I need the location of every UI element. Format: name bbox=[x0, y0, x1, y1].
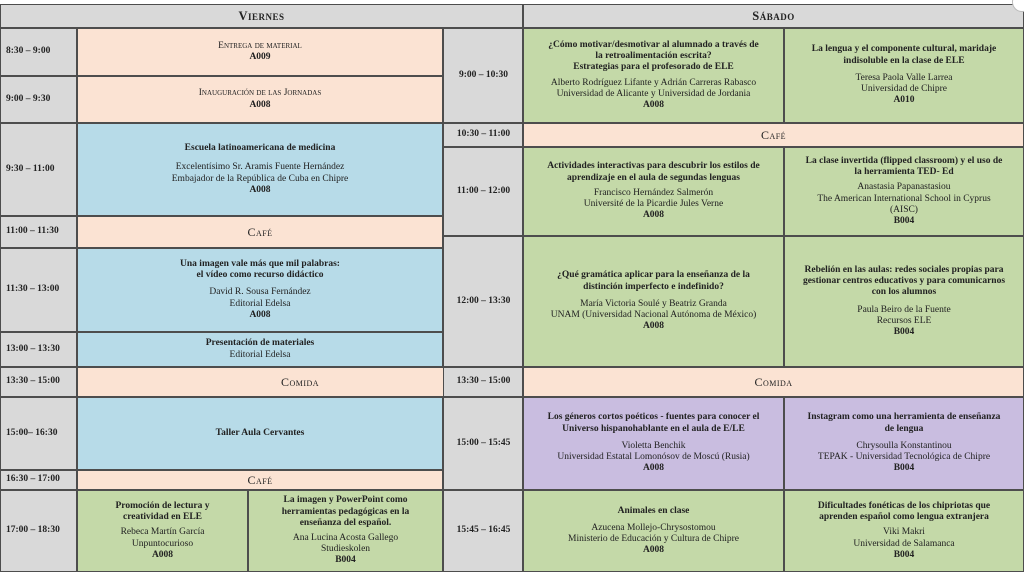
session-title-line: el vídeo como recurso didáctico bbox=[196, 270, 324, 281]
session-org: Universidad Estatal Lomonósov de Moscú (Rusia) bbox=[557, 452, 750, 463]
saturday-time-slot: 10:30 – 11:00 bbox=[443, 123, 523, 147]
saturday-session-gramatica bbox=[523, 236, 784, 367]
session-org: UNAM (Universidad Nacional Autónoma de México) bbox=[550, 310, 757, 321]
session-speaker: Anastasia Papanastasiou bbox=[857, 182, 951, 193]
saturday-session-cafe bbox=[523, 123, 1024, 147]
session-title-line: creatividad en ELE bbox=[123, 512, 202, 523]
session-title-line: distinción imperfecto e indefinido? bbox=[583, 281, 724, 292]
saturday-session-dificultades-foneticas bbox=[784, 490, 1024, 572]
saturday-session-actividades bbox=[523, 147, 784, 236]
session-org: Universidad de Alicante y Universidad de Jordania bbox=[556, 88, 751, 99]
session-speaker: Rebeca Martín García bbox=[120, 527, 205, 538]
session-title-line: la herramienta TED- Ed bbox=[854, 167, 954, 178]
session-org: Universidad de Chipre bbox=[860, 84, 947, 95]
friday-session-powerpoint bbox=[248, 490, 443, 572]
friday-time-slot: 13:00 – 13:30 bbox=[0, 332, 77, 367]
friday-session-lectura bbox=[77, 490, 248, 572]
friday-session-material bbox=[77, 28, 443, 76]
session-title: Comida bbox=[280, 374, 320, 389]
saturday-time-slot: 11:00 – 12:00 bbox=[443, 147, 523, 236]
saturday-session-clase-invertida bbox=[784, 147, 1024, 236]
friday-time-slot: 9:30 – 11:00 bbox=[0, 123, 77, 216]
friday-time-slot: 16:30 – 17:00 bbox=[0, 470, 77, 490]
session-org: Ministerio de Educación y Cultura de Chipre bbox=[568, 534, 739, 544]
session-speaker: Francisco Hernández Salmerón bbox=[593, 187, 714, 198]
friday-time-slot: 17:00 – 18:30 bbox=[0, 490, 77, 572]
session-org: Recursos ELE bbox=[876, 315, 932, 326]
session-title-line: Universo hispanohablante en el aula de E/LE bbox=[562, 423, 745, 434]
session-room: A010 bbox=[893, 95, 915, 106]
friday-session-video bbox=[77, 248, 443, 332]
session-room: B004 bbox=[893, 463, 915, 474]
session-org: Unpuntocurioso bbox=[131, 538, 194, 549]
saturday-time-slot: 9:00 – 10:30 bbox=[443, 28, 523, 123]
friday-session-escuela bbox=[77, 123, 443, 216]
session-title-line: Promoción de lectura y bbox=[115, 500, 210, 511]
friday-time-slot: 11:00 – 11:30 bbox=[0, 216, 77, 248]
header-saturday: Sábado bbox=[523, 4, 1024, 28]
session-title-line: indisoluble en la clase de ELE bbox=[843, 55, 965, 66]
session-room: B004 bbox=[893, 549, 915, 560]
session-title-line: La clase invertida (flipped classroom) y el uso de bbox=[805, 155, 1003, 166]
session-org: (AISC) bbox=[890, 204, 918, 215]
session-title-line: Una imagen vale más que mil palabras: bbox=[180, 258, 340, 269]
saturday-session-rebelion bbox=[784, 236, 1024, 367]
session-title-line: aprendizaje en el aula de segundas lenguas bbox=[567, 172, 740, 183]
session-speaker: Alberto Rodríguez Lifante y Adrián Carreras Rabasco bbox=[550, 77, 757, 88]
session-speaker: Viki Makri bbox=[883, 527, 925, 538]
session-org: Editorial Edelsa bbox=[229, 298, 291, 309]
saturday-time-slot: 12:00 – 13:30 bbox=[443, 236, 523, 367]
friday-session-cafe-2 bbox=[77, 470, 443, 490]
session-speaker: David R. Sousa Fernández bbox=[209, 287, 311, 298]
saturday-session-generos-poeticos bbox=[523, 397, 784, 490]
session-room: A008 bbox=[642, 99, 665, 110]
session-title-line: herramientas pedagógicas en la bbox=[281, 506, 410, 517]
session-title: Entrega de material bbox=[218, 40, 302, 51]
session-title-line: de lengua bbox=[884, 423, 924, 434]
session-title: Escuela latinoamericana de medicina bbox=[184, 143, 336, 154]
session-title: Comida bbox=[754, 374, 793, 389]
friday-time-slot: 9:00 – 9:30 bbox=[0, 76, 77, 123]
session-speaker: Violetta Benchik bbox=[621, 440, 686, 451]
session-room: A008 bbox=[642, 545, 665, 556]
session-room: B004 bbox=[335, 555, 356, 566]
session-room: B004 bbox=[893, 326, 915, 337]
session-title-line: la retroalimentación escrita? bbox=[595, 51, 712, 62]
session-title: Café bbox=[247, 472, 273, 487]
friday-time-slot: 11:30 – 13:00 bbox=[0, 248, 77, 332]
session-org: TEPAK - Universidad Tecnológica de Chipre bbox=[817, 452, 991, 463]
saturday-time-slot: 13:30 – 15:00 bbox=[443, 367, 523, 397]
session-room: A008 bbox=[249, 184, 271, 195]
session-title-line: ¿Cómo motivar/desmotivar al alumnado a través de bbox=[548, 39, 759, 50]
session-title-line: Dificultades fonéticas de los chipriotas que bbox=[817, 500, 991, 511]
session-title: Taller Aula Cervantes bbox=[215, 427, 305, 438]
session-title-line: ¿Qué gramática aplicar para la enseñanza de la bbox=[557, 270, 750, 281]
session-room: A008 bbox=[249, 309, 271, 320]
session-speaker: Excelentísimo Sr. Aramis Fuente Hernández bbox=[175, 162, 345, 173]
session-title-line: Instagram como una herramienta de enseñanza bbox=[807, 412, 1001, 423]
session-title-line: Estrategias para el profesorado de ELE bbox=[573, 62, 734, 73]
session-room: A008 bbox=[642, 463, 665, 474]
session-room: B004 bbox=[893, 215, 915, 226]
friday-time-slot: 15:00– 16:30 bbox=[0, 397, 77, 470]
session-title: Presentación de materiales bbox=[205, 338, 315, 349]
session-title-line: enseñanza del español. bbox=[299, 517, 392, 528]
saturday-session-instagram bbox=[784, 397, 1024, 490]
session-speaker: Chrysoulla Konstantinou bbox=[856, 440, 952, 451]
session-org: Université de la Picardie Jules Verne bbox=[583, 199, 724, 210]
session-speaker: Ana Lucina Acosta Gallego bbox=[292, 533, 399, 543]
friday-time-slot: 13:30 – 15:00 bbox=[0, 367, 77, 397]
session-title: Inauguración de las Jornadas bbox=[198, 88, 322, 99]
session-title-line: aprenden español como lengua extranjera bbox=[819, 512, 989, 523]
friday-time-slot: 8:30 – 9:00 bbox=[0, 28, 77, 76]
session-room: A008 bbox=[642, 210, 665, 221]
session-room: A008 bbox=[642, 321, 665, 332]
session-speaker: Azucena Mollejo-Chrysostomou bbox=[591, 522, 716, 533]
session-title: Café bbox=[760, 127, 787, 142]
session-room: A009 bbox=[249, 52, 271, 62]
saturday-session-componente-cultural bbox=[784, 28, 1024, 123]
session-title-line: Los géneros cortos poéticos - fuentes para conocer el bbox=[547, 412, 760, 423]
session-title-line: La imagen y PowerPoint como bbox=[283, 495, 408, 506]
session-title: Animales en clase bbox=[617, 505, 690, 516]
session-title-line: Actividades interactivas para descubrir los estilos de bbox=[547, 161, 760, 172]
saturday-time-slot: 15:45 – 16:45 bbox=[443, 490, 523, 572]
session-title-line: gestionar centros educativos y para comunicarnos bbox=[802, 276, 1006, 287]
session-org: The American International School in Cyprus bbox=[817, 193, 991, 204]
session-speaker: Paula Beiro de la Fuente bbox=[857, 304, 951, 315]
session-org: Editorial Edelsa bbox=[229, 349, 291, 360]
friday-session-cafe bbox=[77, 216, 443, 248]
friday-session-presentacion bbox=[77, 332, 443, 367]
session-org: Embajador de la República de Cuba en Chipre bbox=[171, 173, 349, 184]
saturday-session-animales bbox=[523, 490, 784, 572]
header-friday: Viernes bbox=[0, 4, 523, 28]
session-speaker: María Victoria Soulé y Beatriz Granda bbox=[580, 298, 727, 309]
session-speaker: Teresa Paola Valle Larrea bbox=[855, 72, 953, 83]
session-title-line: Rebelión en las aulas: redes sociales propias para bbox=[804, 264, 1004, 275]
session-org: Studieskolen bbox=[320, 544, 371, 555]
session-org: Universidad de Salamanca bbox=[853, 538, 955, 549]
friday-session-taller bbox=[77, 397, 443, 470]
saturday-session-comida bbox=[523, 367, 1024, 397]
session-title-line: con los alumnos bbox=[871, 287, 937, 298]
session-title-line: La lengua y el componente cultural, maridaje bbox=[811, 44, 997, 55]
session-room: A008 bbox=[249, 99, 271, 110]
session-room: A008 bbox=[151, 549, 174, 560]
saturday-time-slot: 15:00 – 15:45 bbox=[443, 397, 523, 490]
friday-session-inauguracion bbox=[77, 76, 443, 123]
session-title: Café bbox=[247, 224, 273, 239]
saturday-session-retroalimentacion bbox=[523, 28, 784, 123]
